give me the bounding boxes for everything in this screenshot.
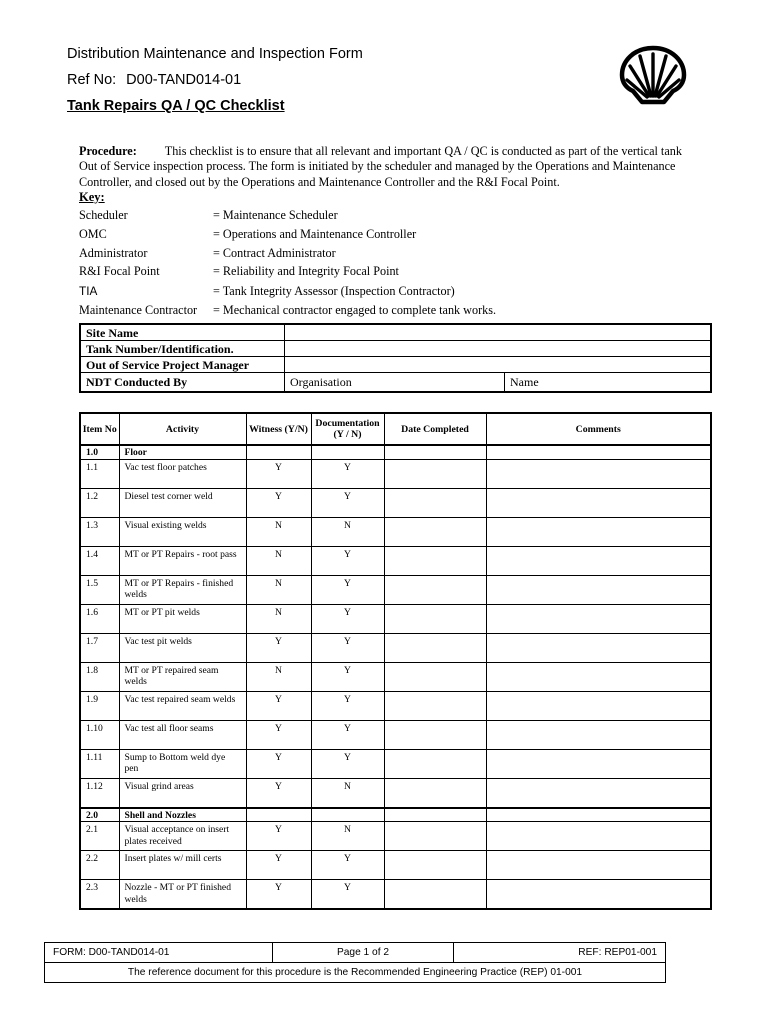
key-definition: = Mechanical contractor engaged to complete tank works.: [213, 303, 497, 317]
form-title: Distribution Maintenance and Inspection Form: [67, 46, 363, 62]
item-witness: Y: [246, 691, 311, 720]
key-definition: = Contract Administrator: [213, 246, 336, 260]
item-comments[interactable]: [486, 720, 711, 749]
table-row: [80, 778, 711, 808]
item-comments[interactable]: [486, 488, 711, 517]
table-row: [80, 575, 711, 604]
item-number: 2.1: [80, 822, 119, 851]
item-date-completed[interactable]: [384, 633, 486, 662]
item-date-completed[interactable]: [384, 488, 486, 517]
section-title: Shell and Nozzles: [119, 808, 246, 822]
item-activity: Vac test repaired seam welds: [119, 691, 246, 720]
item-witness: N: [246, 662, 311, 691]
item-date-completed[interactable]: [384, 459, 486, 488]
item-documentation: N: [311, 778, 384, 808]
item-comments[interactable]: [486, 546, 711, 575]
section-witness: [246, 808, 311, 822]
key-definition: = Reliability and Integrity Focal Point: [213, 264, 399, 278]
item-documentation: Y: [311, 575, 384, 604]
footer-ref: REF: REP01-001: [454, 943, 666, 963]
table-row: [80, 749, 711, 778]
key-term: TIA: [79, 284, 98, 298]
section-header-row: [80, 445, 711, 459]
footer-reference-note: The reference document for this procedure is the Recommended Engineering Practice (REP) 01-001: [45, 963, 666, 983]
item-witness: Y: [246, 720, 311, 749]
item-witness: Y: [246, 851, 311, 880]
item-number: 1.4: [80, 546, 119, 575]
item-activity: Vac test pit welds: [119, 633, 246, 662]
section-date: [384, 445, 486, 459]
section-shell-nozzles: [80, 808, 711, 910]
table-row: [80, 546, 711, 575]
item-comments[interactable]: [486, 691, 711, 720]
item-number: 1.3: [80, 517, 119, 546]
item-number: 1.8: [80, 662, 119, 691]
table-row: [80, 720, 711, 749]
item-activity: Visual existing welds: [119, 517, 246, 546]
procedure-text: This checklist is to ensure that all relevant and important QA / QC is conducted as part of the vertical tank Out of Service inspection process. The form is initiated by the scheduler and managed by the Operations and Maintenance Controller, and closed out by the Operations and Maintenance Controller and the R&I Focal Point.: [79, 144, 682, 189]
item-documentation: Y: [311, 546, 384, 575]
item-comments[interactable]: [486, 851, 711, 880]
item-comments[interactable]: [486, 749, 711, 778]
site-name-field[interactable]: [285, 324, 712, 341]
site-name-label: Site Name: [80, 324, 285, 341]
key-definition: = Maintenance Scheduler: [213, 208, 338, 222]
item-activity: MT or PT Repairs - finished welds: [119, 575, 246, 604]
item-comments[interactable]: [486, 633, 711, 662]
item-witness: Y: [246, 459, 311, 488]
section-comments: [486, 808, 711, 822]
item-number: 1.6: [80, 604, 119, 633]
item-number: 1.9: [80, 691, 119, 720]
item-number: 2.3: [80, 880, 119, 910]
item-documentation: Y: [311, 459, 384, 488]
section-witness: [246, 445, 311, 459]
item-date-completed[interactable]: [384, 662, 486, 691]
item-activity: MT or PT pit welds: [119, 604, 246, 633]
key-row: [79, 208, 338, 224]
key-term: R&I Focal Point: [79, 264, 160, 278]
item-number: 1.7: [80, 633, 119, 662]
item-witness: Y: [246, 822, 311, 851]
item-witness: Y: [246, 633, 311, 662]
item-activity: MT or PT Repairs - root pass: [119, 546, 246, 575]
item-number: 1.12: [80, 778, 119, 808]
item-date-completed[interactable]: [384, 604, 486, 633]
item-witness: N: [246, 575, 311, 604]
col-activity: Activity: [119, 413, 246, 445]
footer-form: FORM: D00-TAND014-01: [45, 943, 273, 963]
item-documentation: Y: [311, 880, 384, 910]
item-witness: N: [246, 604, 311, 633]
section-floor: [80, 445, 711, 808]
item-number: 2.2: [80, 851, 119, 880]
key-term: OMC: [79, 227, 107, 241]
item-date-completed[interactable]: [384, 546, 486, 575]
item-documentation: Y: [311, 604, 384, 633]
item-date-completed[interactable]: [384, 880, 486, 910]
item-witness: Y: [246, 488, 311, 517]
section-comments: [486, 445, 711, 459]
item-comments[interactable]: [486, 575, 711, 604]
shell-logo-icon: [618, 44, 688, 108]
item-documentation: Y: [311, 691, 384, 720]
table-row: [80, 633, 711, 662]
item-witness: N: [246, 546, 311, 575]
item-activity: Sump to Bottom weld dye pen: [119, 749, 246, 778]
section-number: 2.0: [80, 808, 119, 822]
ref-label: Ref No:: [67, 72, 117, 88]
item-date-completed[interactable]: [384, 517, 486, 546]
item-comments[interactable]: [486, 880, 711, 910]
item-comments[interactable]: [486, 822, 711, 851]
item-comments[interactable]: [486, 778, 711, 808]
project-manager-field[interactable]: [285, 357, 712, 373]
table-row: [80, 880, 711, 910]
table-row: [80, 822, 711, 851]
tank-number-label: Tank Number/Identification.: [80, 341, 285, 357]
key-row: [79, 246, 336, 262]
item-documentation: Y: [311, 749, 384, 778]
item-date-completed[interactable]: [384, 720, 486, 749]
item-number: 1.10: [80, 720, 119, 749]
organisation-field[interactable]: Organisation: [285, 373, 505, 393]
key-definition: = Operations and Maintenance Controller: [213, 227, 417, 241]
procedure-label: Procedure:: [79, 144, 137, 158]
item-activity: Vac test floor patches: [119, 459, 246, 488]
table-row: [80, 517, 711, 546]
footer-page: Page 1 of 2: [273, 943, 454, 963]
item-comments[interactable]: [486, 459, 711, 488]
table-row: [80, 459, 711, 488]
item-witness: N: [246, 517, 311, 546]
item-documentation: Y: [311, 633, 384, 662]
item-date-completed[interactable]: [384, 575, 486, 604]
checklist-title: Tank Repairs QA / QC Checklist: [67, 98, 285, 114]
item-comments[interactable]: [486, 604, 711, 633]
table-row: [80, 488, 711, 517]
key-term: Administrator: [79, 246, 148, 260]
item-date-completed[interactable]: [384, 822, 486, 851]
item-date-completed[interactable]: [384, 691, 486, 720]
section-date: [384, 808, 486, 822]
section-title: Floor: [119, 445, 246, 459]
table-row: [80, 851, 711, 880]
page-footer: [44, 942, 666, 983]
item-activity: Visual acceptance on insert plates received: [119, 822, 246, 851]
procedure-paragraph: [79, 144, 689, 190]
table-row: [80, 662, 711, 691]
name-field[interactable]: Name: [505, 373, 712, 393]
item-activity: Nozzle - MT or PT finished welds: [119, 880, 246, 910]
site-info-table: [79, 323, 712, 393]
col-comments: Comments: [486, 413, 711, 445]
item-documentation: Y: [311, 662, 384, 691]
qa-checklist-table: [79, 412, 712, 910]
key-row: [79, 227, 416, 243]
item-witness: Y: [246, 778, 311, 808]
item-documentation: Y: [311, 488, 384, 517]
ref-number: [67, 72, 241, 88]
table-row: [80, 604, 711, 633]
item-number: 1.11: [80, 749, 119, 778]
item-date-completed[interactable]: [384, 749, 486, 778]
item-number: 1.2: [80, 488, 119, 517]
key-term: Scheduler: [79, 208, 128, 222]
key-term: Maintenance Contractor: [79, 303, 198, 317]
item-date-completed[interactable]: [384, 778, 486, 808]
item-comments[interactable]: [486, 517, 711, 546]
section-doc: [311, 445, 384, 459]
section-header-row: [80, 808, 711, 822]
col-witness: Witness (Y/N): [246, 413, 311, 445]
item-activity: Diesel test corner weld: [119, 488, 246, 517]
key-heading: Key:: [79, 190, 105, 204]
col-documentation: Documentation(Y / N): [311, 413, 384, 445]
item-comments[interactable]: [486, 662, 711, 691]
tank-number-field[interactable]: [285, 341, 712, 357]
ndt-label: NDT Conducted By: [80, 373, 285, 393]
item-activity: MT or PT repaired seam welds: [119, 662, 246, 691]
item-witness: Y: [246, 880, 311, 910]
col-date-completed: Date Completed: [384, 413, 486, 445]
key-row: [79, 284, 455, 300]
key-row: [79, 264, 399, 280]
key-definition: = Tank Integrity Assessor (Inspection Contractor): [213, 284, 455, 298]
item-activity: Visual grind areas: [119, 778, 246, 808]
section-number: 1.0: [80, 445, 119, 459]
ref-value: D00-TAND014-01: [126, 72, 242, 88]
item-date-completed[interactable]: [384, 851, 486, 880]
item-documentation: Y: [311, 720, 384, 749]
item-number: 1.1: [80, 459, 119, 488]
key-row: [79, 303, 496, 319]
item-activity: Vac test all floor seams: [119, 720, 246, 749]
col-item-no: Item No: [80, 413, 119, 445]
item-number: 1.5: [80, 575, 119, 604]
item-documentation: N: [311, 517, 384, 546]
item-documentation: Y: [311, 851, 384, 880]
section-doc: [311, 808, 384, 822]
item-witness: Y: [246, 749, 311, 778]
item-documentation: N: [311, 822, 384, 851]
project-manager-label: Out of Service Project Manager: [80, 357, 285, 373]
table-row: [80, 691, 711, 720]
item-activity: Insert plates w/ mill certs: [119, 851, 246, 880]
